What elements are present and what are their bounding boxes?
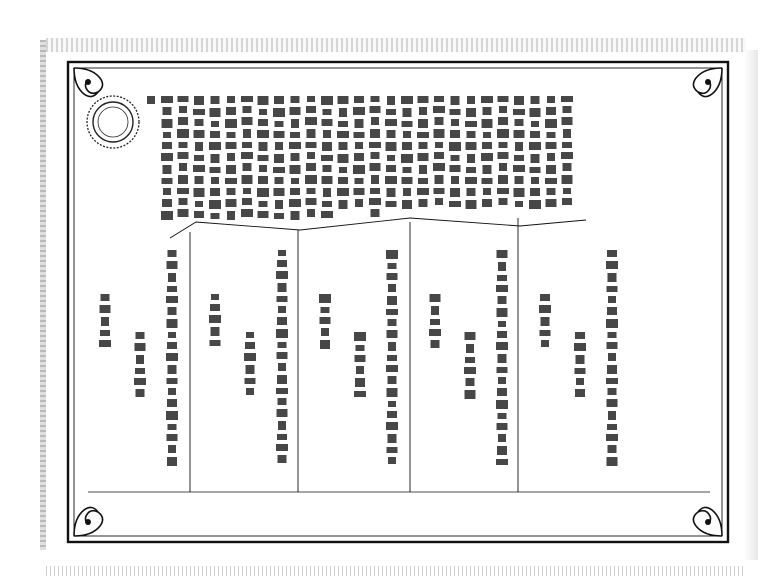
unreadable-text-line [257, 96, 269, 218]
unreadable-text-line [305, 96, 317, 217]
unreadable-text-line [481, 96, 493, 207]
unreadable-column-text [429, 294, 441, 348]
unreadable-text-line [273, 96, 285, 219]
corner-ornament-top-left-icon [74, 68, 103, 97]
unreadable-text-line [513, 96, 525, 207]
column-dividers [88, 218, 710, 492]
unreadable-text-line [497, 96, 509, 205]
unreadable-text-line [465, 96, 477, 209]
seal-stamp-icon [87, 96, 139, 148]
unreadable-text-line [449, 96, 461, 207]
unreadable-column-text [574, 332, 586, 397]
unreadable-text-line [417, 96, 429, 207]
corner-ornament-bottom-left-icon [74, 507, 103, 536]
unreadable-text-line [545, 96, 557, 207]
unreadable-column-text [99, 294, 111, 347]
unreadable-column-text [606, 250, 618, 466]
unreadable-text-line [337, 96, 349, 209]
unreadable-text-line [289, 96, 301, 220]
upper-vertical-text-block [147, 96, 573, 220]
unreadable-text-line [561, 96, 573, 205]
unreadable-text-line [321, 96, 333, 218]
unreadable-text-line [353, 96, 365, 207]
unreadable-column-text [496, 250, 508, 465]
unreadable-column-text [244, 332, 256, 395]
unreadable-text-line [225, 96, 237, 220]
unreadable-column-text [464, 332, 476, 399]
unreadable-text-line [385, 96, 397, 207]
unreadable-text-line [369, 96, 381, 217]
unreadable-text-line [209, 96, 221, 219]
unreadable-column-text [386, 250, 398, 464]
unreadable-column-text [276, 250, 288, 463]
unreadable-column-text [354, 332, 366, 397]
unreadable-column-text [209, 294, 221, 346]
unreadable-text-line [241, 96, 253, 217]
corner-ornament-top-right-icon [693, 68, 722, 97]
unreadable-text-line [161, 96, 173, 220]
unreadable-text-line [147, 96, 155, 104]
unreadable-text-line [193, 96, 205, 218]
unreadable-column-text [166, 250, 178, 466]
corner-ornament-bottom-right-icon [693, 507, 722, 536]
unreadable-text-line [433, 96, 445, 205]
unreadable-text-line [401, 96, 413, 209]
unreadable-column-text [134, 332, 146, 397]
lower-columns-text [99, 250, 618, 466]
unreadable-column-text [319, 294, 331, 349]
unreadable-text-line [177, 96, 189, 217]
unreadable-text-line [529, 96, 541, 209]
unreadable-column-text [539, 294, 551, 347]
panel-boundary-line [170, 218, 586, 238]
